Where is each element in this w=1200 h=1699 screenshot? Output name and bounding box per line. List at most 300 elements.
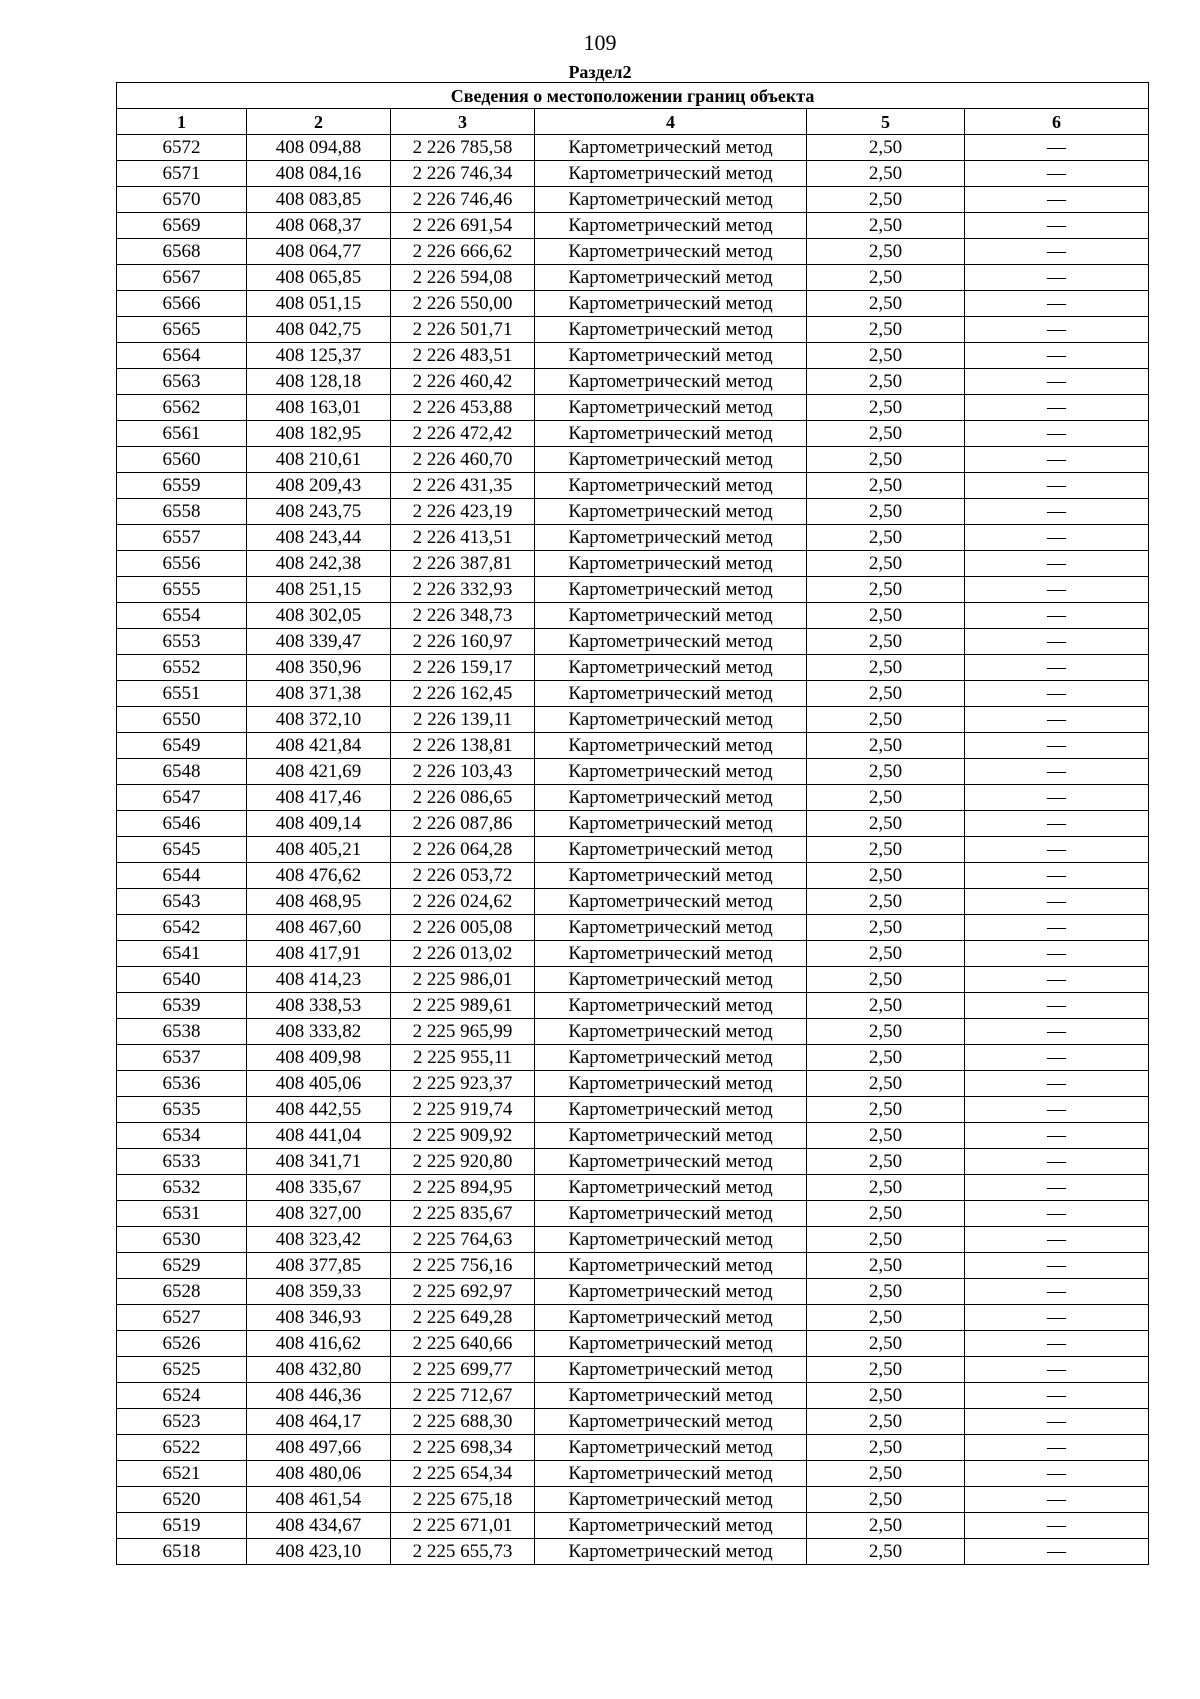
x-coordinate-cell: 408 497,66: [247, 1435, 391, 1461]
method-cell: Картометрический метод: [535, 265, 807, 291]
x-coordinate-cell: 408 464,17: [247, 1409, 391, 1435]
y-coordinate-cell: 2 225 909,92: [391, 1123, 535, 1149]
point-number-cell: 6549: [117, 733, 247, 759]
accuracy-cell: 2,50: [807, 1305, 965, 1331]
x-coordinate-cell: 408 372,10: [247, 707, 391, 733]
table-row: [117, 1357, 1149, 1383]
accuracy-cell: 2,50: [807, 551, 965, 577]
x-coordinate-cell: 408 432,80: [247, 1357, 391, 1383]
y-coordinate-cell: 2 226 013,02: [391, 941, 535, 967]
x-coordinate-cell: 408 094,88: [247, 135, 391, 161]
point-number-cell: 6522: [117, 1435, 247, 1461]
accuracy-cell: 2,50: [807, 525, 965, 551]
y-coordinate-cell: 2 226 594,08: [391, 265, 535, 291]
y-coordinate-cell: 2 226 103,43: [391, 759, 535, 785]
description-cell: —: [965, 967, 1149, 993]
x-coordinate-cell: 408 051,15: [247, 291, 391, 317]
accuracy-cell: 2,50: [807, 1071, 965, 1097]
description-cell: —: [965, 733, 1149, 759]
point-number-cell: 6570: [117, 187, 247, 213]
point-number-cell: 6539: [117, 993, 247, 1019]
description-cell: —: [965, 1149, 1149, 1175]
description-cell: —: [965, 499, 1149, 525]
table-row: [117, 369, 1149, 395]
table-row: [117, 577, 1149, 603]
y-coordinate-cell: 2 225 654,34: [391, 1461, 535, 1487]
point-number-cell: 6565: [117, 317, 247, 343]
y-coordinate-cell: 2 226 413,51: [391, 525, 535, 551]
method-cell: Картометрический метод: [535, 915, 807, 941]
x-coordinate-cell: 408 442,55: [247, 1097, 391, 1123]
accuracy-cell: 2,50: [807, 1279, 965, 1305]
point-number-cell: 6527: [117, 1305, 247, 1331]
point-number-cell: 6546: [117, 811, 247, 837]
table-row: [117, 655, 1149, 681]
y-coordinate-cell: 2 225 986,01: [391, 967, 535, 993]
accuracy-cell: 2,50: [807, 499, 965, 525]
method-cell: Картометрический метод: [535, 1487, 807, 1513]
y-coordinate-cell: 2 226 550,00: [391, 291, 535, 317]
method-cell: Картометрический метод: [535, 421, 807, 447]
description-cell: —: [965, 941, 1149, 967]
y-coordinate-cell: 2 225 955,11: [391, 1045, 535, 1071]
description-cell: —: [965, 1461, 1149, 1487]
y-coordinate-cell: 2 226 423,19: [391, 499, 535, 525]
accuracy-cell: 2,50: [807, 811, 965, 837]
description-cell: —: [965, 395, 1149, 421]
point-number-cell: 6553: [117, 629, 247, 655]
x-coordinate-cell: 408 359,33: [247, 1279, 391, 1305]
x-coordinate-cell: 408 335,67: [247, 1175, 391, 1201]
y-coordinate-cell: 2 226 348,73: [391, 603, 535, 629]
table-row: [117, 317, 1149, 343]
method-cell: Картометрический метод: [535, 1357, 807, 1383]
description-cell: —: [965, 187, 1149, 213]
x-coordinate-cell: 408 302,05: [247, 603, 391, 629]
y-coordinate-cell: 2 226 087,86: [391, 811, 535, 837]
description-cell: —: [965, 1227, 1149, 1253]
table-row: [117, 1461, 1149, 1487]
accuracy-cell: 2,50: [807, 213, 965, 239]
method-cell: Картометрический метод: [535, 135, 807, 161]
x-coordinate-cell: 408 125,37: [247, 343, 391, 369]
description-cell: —: [965, 707, 1149, 733]
table-row: [117, 213, 1149, 239]
point-number-cell: 6557: [117, 525, 247, 551]
point-number-cell: 6564: [117, 343, 247, 369]
column-number-row: [117, 109, 1149, 135]
method-cell: Картометрический метод: [535, 1409, 807, 1435]
point-number-cell: 6571: [117, 161, 247, 187]
x-coordinate-cell: 408 480,06: [247, 1461, 391, 1487]
accuracy-cell: 2,50: [807, 733, 965, 759]
x-coordinate-cell: 408 414,23: [247, 967, 391, 993]
y-coordinate-cell: 2 225 835,67: [391, 1201, 535, 1227]
y-coordinate-cell: 2 226 053,72: [391, 863, 535, 889]
description-cell: —: [965, 1487, 1149, 1513]
x-coordinate-cell: 408 323,42: [247, 1227, 391, 1253]
table-row: [117, 1331, 1149, 1357]
description-cell: —: [965, 863, 1149, 889]
table-row: [117, 1071, 1149, 1097]
y-coordinate-cell: 2 225 923,37: [391, 1071, 535, 1097]
method-cell: Картометрический метод: [535, 941, 807, 967]
method-cell: Картометрический метод: [535, 1331, 807, 1357]
x-coordinate-cell: 408 339,47: [247, 629, 391, 655]
accuracy-cell: 2,50: [807, 681, 965, 707]
x-coordinate-cell: 408 182,95: [247, 421, 391, 447]
y-coordinate-cell: 2 225 699,77: [391, 1357, 535, 1383]
table-row: [117, 1201, 1149, 1227]
point-number-cell: 6561: [117, 421, 247, 447]
y-coordinate-cell: 2 225 712,67: [391, 1383, 535, 1409]
description-cell: —: [965, 1331, 1149, 1357]
x-coordinate-cell: 408 346,93: [247, 1305, 391, 1331]
description-cell: —: [965, 785, 1149, 811]
method-cell: Картометрический метод: [535, 499, 807, 525]
description-cell: —: [965, 1357, 1149, 1383]
table-row: [117, 239, 1149, 265]
accuracy-cell: 2,50: [807, 395, 965, 421]
x-coordinate-cell: 408 251,15: [247, 577, 391, 603]
x-coordinate-cell: 408 446,36: [247, 1383, 391, 1409]
description-cell: —: [965, 811, 1149, 837]
accuracy-cell: 2,50: [807, 265, 965, 291]
point-number-cell: 6520: [117, 1487, 247, 1513]
y-coordinate-cell: 2 225 698,34: [391, 1435, 535, 1461]
description-cell: —: [965, 1201, 1149, 1227]
method-cell: Картометрический метод: [535, 993, 807, 1019]
point-number-cell: 6555: [117, 577, 247, 603]
accuracy-cell: 2,50: [807, 1201, 965, 1227]
point-number-cell: 6547: [117, 785, 247, 811]
column-header: 4: [535, 109, 807, 135]
method-cell: Картометрический метод: [535, 213, 807, 239]
description-cell: —: [965, 1071, 1149, 1097]
method-cell: Картометрический метод: [535, 655, 807, 681]
x-coordinate-cell: 408 371,38: [247, 681, 391, 707]
accuracy-cell: 2,50: [807, 759, 965, 785]
x-coordinate-cell: 408 128,18: [247, 369, 391, 395]
method-cell: Картометрический метод: [535, 577, 807, 603]
table-row: [117, 1227, 1149, 1253]
x-coordinate-cell: 408 163,01: [247, 395, 391, 421]
table-row: [117, 785, 1149, 811]
description-cell: —: [965, 1175, 1149, 1201]
table-row: [117, 837, 1149, 863]
method-cell: Картометрический метод: [535, 785, 807, 811]
y-coordinate-cell: 2 226 431,35: [391, 473, 535, 499]
y-coordinate-cell: 2 226 453,88: [391, 395, 535, 421]
x-coordinate-cell: 408 209,43: [247, 473, 391, 499]
x-coordinate-cell: 408 242,38: [247, 551, 391, 577]
description-cell: —: [965, 1435, 1149, 1461]
method-cell: Картометрический метод: [535, 1149, 807, 1175]
y-coordinate-cell: 2 226 086,65: [391, 785, 535, 811]
accuracy-cell: 2,50: [807, 369, 965, 395]
y-coordinate-cell: 2 225 919,74: [391, 1097, 535, 1123]
accuracy-cell: 2,50: [807, 863, 965, 889]
point-number-cell: 6525: [117, 1357, 247, 1383]
table-row: [117, 1409, 1149, 1435]
description-cell: —: [965, 1409, 1149, 1435]
accuracy-cell: 2,50: [807, 473, 965, 499]
x-coordinate-cell: 408 405,21: [247, 837, 391, 863]
description-cell: —: [965, 681, 1149, 707]
column-header: 1: [117, 109, 247, 135]
table-row: [117, 1045, 1149, 1071]
accuracy-cell: 2,50: [807, 1487, 965, 1513]
point-number-cell: 6572: [117, 135, 247, 161]
description-cell: —: [965, 915, 1149, 941]
description-cell: —: [965, 239, 1149, 265]
method-cell: Картометрический метод: [535, 1175, 807, 1201]
table-row: [117, 993, 1149, 1019]
x-coordinate-cell: 408 461,54: [247, 1487, 391, 1513]
point-number-cell: 6524: [117, 1383, 247, 1409]
accuracy-cell: 2,50: [807, 239, 965, 265]
y-coordinate-cell: 2 225 692,97: [391, 1279, 535, 1305]
description-cell: —: [965, 291, 1149, 317]
point-number-cell: 6544: [117, 863, 247, 889]
point-number-cell: 6552: [117, 655, 247, 681]
method-cell: Картометрический метод: [535, 1201, 807, 1227]
table-row: [117, 889, 1149, 915]
table-row: [117, 499, 1149, 525]
method-cell: Картометрический метод: [535, 1019, 807, 1045]
point-number-cell: 6538: [117, 1019, 247, 1045]
y-coordinate-cell: 2 226 501,71: [391, 317, 535, 343]
point-number-cell: 6532: [117, 1175, 247, 1201]
table-row: [117, 395, 1149, 421]
description-cell: —: [965, 1253, 1149, 1279]
accuracy-cell: 2,50: [807, 603, 965, 629]
x-coordinate-cell: 408 377,85: [247, 1253, 391, 1279]
description-cell: —: [965, 1045, 1149, 1071]
point-number-cell: 6529: [117, 1253, 247, 1279]
description-cell: —: [965, 629, 1149, 655]
x-coordinate-cell: 408 421,84: [247, 733, 391, 759]
description-cell: —: [965, 993, 1149, 1019]
y-coordinate-cell: 2 226 691,54: [391, 213, 535, 239]
method-cell: Картометрический метод: [535, 369, 807, 395]
method-cell: Картометрический метод: [535, 889, 807, 915]
x-coordinate-cell: 408 084,16: [247, 161, 391, 187]
description-cell: —: [965, 1019, 1149, 1045]
table-row: [117, 681, 1149, 707]
accuracy-cell: 2,50: [807, 915, 965, 941]
y-coordinate-cell: 2 225 989,61: [391, 993, 535, 1019]
x-coordinate-cell: 408 441,04: [247, 1123, 391, 1149]
y-coordinate-cell: 2 226 064,28: [391, 837, 535, 863]
method-cell: Картометрический метод: [535, 1383, 807, 1409]
y-coordinate-cell: 2 226 387,81: [391, 551, 535, 577]
x-coordinate-cell: 408 417,91: [247, 941, 391, 967]
method-cell: Картометрический метод: [535, 837, 807, 863]
description-cell: —: [965, 1305, 1149, 1331]
description-cell: —: [965, 577, 1149, 603]
method-cell: Картометрический метод: [535, 1539, 807, 1565]
y-coordinate-cell: 2 226 483,51: [391, 343, 535, 369]
y-coordinate-cell: 2 225 965,99: [391, 1019, 535, 1045]
table-row: [117, 161, 1149, 187]
table-row: [117, 1149, 1149, 1175]
accuracy-cell: 2,50: [807, 1097, 965, 1123]
x-coordinate-cell: 408 210,61: [247, 447, 391, 473]
point-number-cell: 6528: [117, 1279, 247, 1305]
y-coordinate-cell: 2 225 649,28: [391, 1305, 535, 1331]
table-row: [117, 1305, 1149, 1331]
method-cell: Картометрический метод: [535, 1071, 807, 1097]
description-cell: —: [965, 1097, 1149, 1123]
table-row: [117, 863, 1149, 889]
y-coordinate-cell: 2 226 666,62: [391, 239, 535, 265]
point-number-cell: 6526: [117, 1331, 247, 1357]
method-cell: Картометрический метод: [535, 811, 807, 837]
y-coordinate-cell: 2 226 024,62: [391, 889, 535, 915]
point-number-cell: 6551: [117, 681, 247, 707]
method-cell: Картометрический метод: [535, 863, 807, 889]
table-row: [117, 707, 1149, 733]
y-coordinate-cell: 2 226 460,70: [391, 447, 535, 473]
accuracy-cell: 2,50: [807, 837, 965, 863]
point-number-cell: 6563: [117, 369, 247, 395]
description-cell: —: [965, 421, 1149, 447]
y-coordinate-cell: 2 225 655,73: [391, 1539, 535, 1565]
y-coordinate-cell: 2 226 159,17: [391, 655, 535, 681]
method-cell: Картометрический метод: [535, 525, 807, 551]
method-cell: Картометрический метод: [535, 1513, 807, 1539]
point-number-cell: 6521: [117, 1461, 247, 1487]
accuracy-cell: 2,50: [807, 993, 965, 1019]
description-cell: —: [965, 161, 1149, 187]
accuracy-cell: 2,50: [807, 1123, 965, 1149]
method-cell: Картометрический метод: [535, 395, 807, 421]
description-cell: —: [965, 525, 1149, 551]
method-cell: Картометрический метод: [535, 629, 807, 655]
table-row: [117, 525, 1149, 551]
description-cell: —: [965, 473, 1149, 499]
method-cell: Картометрический метод: [535, 1279, 807, 1305]
table-row: [117, 1487, 1149, 1513]
description-cell: —: [965, 369, 1149, 395]
description-cell: —: [965, 655, 1149, 681]
point-number-cell: 6523: [117, 1409, 247, 1435]
table-row: [117, 733, 1149, 759]
method-cell: Картометрический метод: [535, 1305, 807, 1331]
description-cell: —: [965, 603, 1149, 629]
method-cell: Картометрический метод: [535, 343, 807, 369]
description-cell: —: [965, 1383, 1149, 1409]
x-coordinate-cell: 408 042,75: [247, 317, 391, 343]
x-coordinate-cell: 408 068,37: [247, 213, 391, 239]
table-row: [117, 1383, 1149, 1409]
method-cell: Картометрический метод: [535, 1435, 807, 1461]
point-number-cell: 6554: [117, 603, 247, 629]
method-cell: Картометрический метод: [535, 551, 807, 577]
point-number-cell: 6530: [117, 1227, 247, 1253]
x-coordinate-cell: 408 467,60: [247, 915, 391, 941]
table-caption: Сведения о местоположении границ объекта: [117, 83, 1149, 109]
point-number-cell: 6518: [117, 1539, 247, 1565]
x-coordinate-cell: 408 333,82: [247, 1019, 391, 1045]
table-row: [117, 1253, 1149, 1279]
table-row: [117, 447, 1149, 473]
accuracy-cell: 2,50: [807, 135, 965, 161]
accuracy-cell: 2,50: [807, 941, 965, 967]
column-header: 5: [807, 109, 965, 135]
accuracy-cell: 2,50: [807, 1383, 965, 1409]
description-cell: —: [965, 317, 1149, 343]
accuracy-cell: 2,50: [807, 655, 965, 681]
y-coordinate-cell: 2 225 764,63: [391, 1227, 535, 1253]
table-row: [117, 759, 1149, 785]
table-row: [117, 343, 1149, 369]
table-row: [117, 603, 1149, 629]
y-coordinate-cell: 2 225 640,66: [391, 1331, 535, 1357]
y-coordinate-cell: 2 225 920,80: [391, 1149, 535, 1175]
point-number-cell: 6542: [117, 915, 247, 941]
y-coordinate-cell: 2 226 746,34: [391, 161, 535, 187]
description-cell: —: [965, 343, 1149, 369]
y-coordinate-cell: 2 226 139,11: [391, 707, 535, 733]
accuracy-cell: 2,50: [807, 291, 965, 317]
description-cell: —: [965, 551, 1149, 577]
x-coordinate-cell: 408 341,71: [247, 1149, 391, 1175]
x-coordinate-cell: 408 083,85: [247, 187, 391, 213]
table-row: [117, 551, 1149, 577]
accuracy-cell: 2,50: [807, 187, 965, 213]
description-cell: —: [965, 135, 1149, 161]
caption-row: [117, 83, 1149, 109]
point-number-cell: 6531: [117, 1201, 247, 1227]
x-coordinate-cell: 408 468,95: [247, 889, 391, 915]
y-coordinate-cell: 2 226 472,42: [391, 421, 535, 447]
method-cell: Картометрический метод: [535, 967, 807, 993]
table-row: [117, 1279, 1149, 1305]
description-cell: —: [965, 837, 1149, 863]
table-row: [117, 1097, 1149, 1123]
accuracy-cell: 2,50: [807, 577, 965, 603]
point-number-cell: 6560: [117, 447, 247, 473]
description-cell: —: [965, 759, 1149, 785]
point-number-cell: 6533: [117, 1149, 247, 1175]
table-row: [117, 187, 1149, 213]
table-row: [117, 941, 1149, 967]
accuracy-cell: 2,50: [807, 1149, 965, 1175]
y-coordinate-cell: 2 225 756,16: [391, 1253, 535, 1279]
method-cell: Картометрический метод: [535, 1045, 807, 1071]
point-number-cell: 6543: [117, 889, 247, 915]
point-number-cell: 6562: [117, 395, 247, 421]
method-cell: Картометрический метод: [535, 187, 807, 213]
method-cell: Картометрический метод: [535, 1097, 807, 1123]
description-cell: —: [965, 1279, 1149, 1305]
table-row: [117, 291, 1149, 317]
method-cell: Картометрический метод: [535, 317, 807, 343]
y-coordinate-cell: 2 225 675,18: [391, 1487, 535, 1513]
table-row: [117, 1019, 1149, 1045]
accuracy-cell: 2,50: [807, 707, 965, 733]
point-number-cell: 6558: [117, 499, 247, 525]
table-row: [117, 629, 1149, 655]
x-coordinate-cell: 408 423,10: [247, 1539, 391, 1565]
point-number-cell: 6556: [117, 551, 247, 577]
page-number: 109: [583, 30, 617, 55]
description-cell: —: [965, 1539, 1149, 1565]
method-cell: Картометрический метод: [535, 1227, 807, 1253]
accuracy-cell: 2,50: [807, 447, 965, 473]
